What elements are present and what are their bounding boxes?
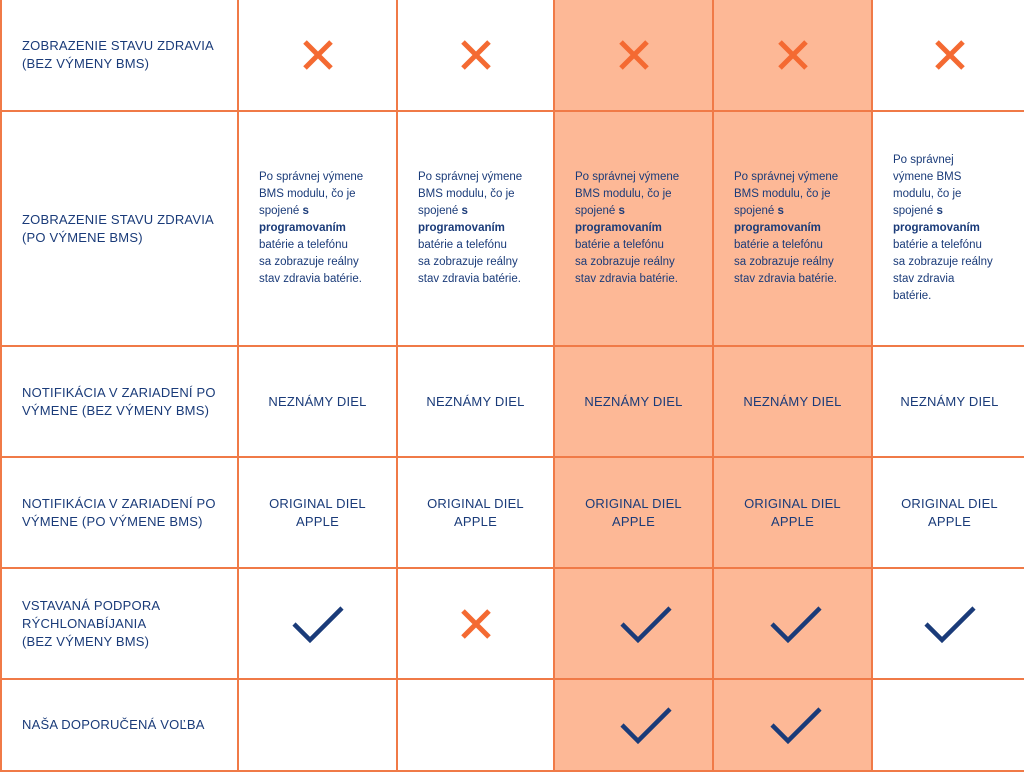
value-line: APPLE: [296, 513, 339, 529]
paragraph-line: BMS modulu, čo je: [259, 188, 356, 200]
paragraph-line: stav zdravia batérie.: [259, 273, 362, 285]
value-cell: [871, 0, 1024, 112]
paragraph-line: stav zdravia: [893, 273, 955, 285]
paragraph-line: batérie a telefónu: [893, 239, 982, 251]
paragraph-line: [259, 220, 363, 237]
value-line: APPLE: [454, 513, 497, 529]
row-label: [22, 211, 214, 247]
value-cell: [553, 110, 714, 347]
bold-text: s: [618, 205, 625, 217]
paragraph-line: stav zdravia batérie.: [575, 273, 678, 285]
value-line: NEZNÁMY DIEL: [900, 393, 999, 409]
cross-icon: [300, 37, 336, 73]
row-label-cell: [0, 110, 239, 347]
row-label-line: (BEZ VÝMENY BMS): [22, 633, 150, 649]
value-paragraph: [714, 169, 846, 288]
paragraph-line: BMS modulu, čo je: [734, 188, 831, 200]
bold-text: s: [777, 205, 784, 217]
value-paragraph: [398, 169, 530, 288]
paragraph-line: modulu, čo je: [893, 188, 962, 200]
value-cell: [237, 567, 398, 680]
value-text: [737, 393, 847, 411]
check-icon: [618, 602, 674, 646]
check-icon: [768, 602, 824, 646]
value-line: ORIGINAL DIEL: [901, 495, 998, 511]
value-line: ORIGINAL DIEL: [427, 495, 524, 511]
row-label-cell: [0, 567, 239, 680]
paragraph-line: [734, 220, 838, 237]
value-cell: [871, 345, 1024, 458]
value-cell: [237, 0, 398, 112]
value-line: ORIGINAL DIEL: [585, 495, 682, 511]
row-label-line: RÝCHLONABÍJANIA: [22, 615, 147, 631]
paragraph-line: spojené s: [893, 205, 943, 217]
value-line: NEZNÁMY DIEL: [268, 393, 367, 409]
paragraph-line: sa zobrazuje reálny: [259, 256, 359, 268]
paragraph-line: batérie a telefónu: [575, 239, 664, 251]
check-icon: [618, 703, 674, 747]
value-cell: [396, 456, 555, 569]
value-line: NEZNÁMY DIEL: [584, 393, 683, 409]
row-label-line: NOTIFIKÁCIA V ZARIADENÍ PO: [22, 384, 216, 400]
check-icon: [768, 703, 824, 747]
paragraph-line: sa zobrazuje reálny: [893, 256, 993, 268]
value-cell: [712, 567, 873, 680]
row-label-line: NAŠA DOPORUČENÁ VOĽBA: [22, 717, 205, 732]
check-icon: [922, 602, 978, 646]
value-cell: [871, 567, 1024, 680]
paragraph-line: batérie a telefónu: [734, 239, 823, 251]
paragraph-line: Po správnej: [893, 154, 954, 166]
paragraph-line: sa zobrazuje reálny: [575, 256, 675, 268]
value-cell: [237, 110, 398, 347]
row-label-line: ZOBRAZENIE STAVU ZDRAVIA: [22, 38, 214, 53]
row-label-line: VSTAVANÁ PODPORA: [22, 597, 161, 613]
paragraph-line: stav zdravia batérie.: [734, 273, 837, 285]
value-cell: [871, 110, 1024, 347]
bold-text: s: [461, 205, 468, 217]
paragraph-line: spojené s: [418, 205, 468, 217]
row-label-cell: [0, 678, 239, 772]
cross-icon: [616, 37, 652, 73]
value-cell: [396, 678, 555, 772]
paragraph-line: BMS modulu, čo je: [418, 188, 515, 200]
cross-icon: [458, 606, 494, 642]
value-cell: [237, 345, 398, 458]
paragraph-line: Po správnej výmene: [418, 171, 523, 183]
paragraph-line: [418, 220, 522, 237]
value-cell: [237, 456, 398, 569]
bold-text: programovaním: [259, 222, 346, 234]
row-label-line: (BEZ VÝMENY BMS): [22, 56, 150, 71]
value-line: NEZNÁMY DIEL: [426, 393, 525, 409]
value-line: ORIGINAL DIEL: [269, 495, 366, 511]
value-paragraph: [873, 152, 1001, 305]
value-cell: [396, 0, 555, 112]
value-cell: [712, 456, 873, 569]
row-label-cell: [0, 456, 239, 569]
value-line: APPLE: [928, 513, 971, 529]
row-label-line: ZOBRAZENIE STAVU ZDRAVIA: [22, 211, 214, 227]
paragraph-line: sa zobrazuje reálny: [418, 256, 518, 268]
value-cell: [553, 456, 714, 569]
value-cell: [712, 0, 873, 112]
value-text: [578, 393, 688, 411]
row-label: [22, 495, 216, 531]
check-icon: [290, 602, 346, 646]
paragraph-line: sa zobrazuje reálny: [734, 256, 834, 268]
value-line: APPLE: [612, 513, 655, 529]
value-line: ORIGINAL DIEL: [744, 495, 841, 511]
bold-text: programovaním: [734, 222, 821, 234]
value-text: [895, 495, 1004, 531]
value-line: APPLE: [771, 513, 814, 529]
paragraph-line: spojené s: [259, 205, 309, 217]
paragraph-line: Po správnej výmene: [259, 171, 364, 183]
paragraph-line: [893, 220, 993, 237]
row-label: [22, 597, 160, 651]
paragraph-line: Po správnej výmene: [734, 171, 839, 183]
value-paragraph: [239, 169, 371, 288]
paragraph-line: batérie.: [893, 290, 932, 302]
value-cell: [871, 678, 1024, 772]
row-label-cell: [0, 0, 239, 112]
paragraph-line: [575, 220, 679, 237]
value-cell: [553, 345, 714, 458]
value-text: [421, 495, 530, 531]
row-label-line: (PO VÝMENE BMS): [22, 229, 143, 245]
value-text: [579, 495, 688, 531]
cross-icon: [775, 37, 811, 73]
paragraph-line: BMS modulu, čo je: [575, 188, 672, 200]
value-cell: [712, 678, 873, 772]
bold-text: s: [936, 205, 943, 217]
cross-icon: [458, 37, 494, 73]
value-text: [263, 495, 372, 531]
row-label-cell: [0, 345, 239, 458]
cross-icon: [932, 37, 968, 73]
value-cell: [553, 0, 714, 112]
value-cell: [871, 456, 1024, 569]
value-cell: [396, 567, 555, 680]
bold-text: programovaním: [893, 222, 980, 234]
value-text: [738, 495, 847, 531]
paragraph-line: Po správnej výmene: [575, 171, 680, 183]
bold-text: programovaním: [418, 222, 505, 234]
value-paragraph: [555, 169, 687, 288]
value-cell: [396, 110, 555, 347]
value-cell: [237, 678, 398, 772]
paragraph-line: spojené s: [575, 205, 625, 217]
paragraph-line: výmene BMS: [893, 171, 962, 183]
value-cell: [396, 345, 555, 458]
value-text: [262, 393, 372, 411]
bold-text: s: [302, 205, 309, 217]
paragraph-line: stav zdravia batérie.: [418, 273, 521, 285]
row-label: [22, 384, 216, 420]
row-label: [22, 37, 214, 73]
value-cell: [553, 567, 714, 680]
row-label-line: VÝMENE (BEZ VÝMENY BMS): [22, 402, 210, 418]
row-label-line: VÝMENE (PO VÝMENE BMS): [22, 513, 203, 529]
paragraph-line: batérie a telefónu: [259, 239, 348, 251]
value-cell: [712, 110, 873, 347]
paragraph-line: spojené s: [734, 205, 784, 217]
paragraph-line: batérie a telefónu: [418, 239, 507, 251]
row-label: [22, 716, 205, 734]
value-text: [420, 393, 530, 411]
value-text: [894, 393, 1004, 411]
value-line: NEZNÁMY DIEL: [743, 393, 842, 409]
row-label-line: NOTIFIKÁCIA V ZARIADENÍ PO: [22, 495, 216, 511]
value-cell: [553, 678, 714, 772]
bold-text: programovaním: [575, 222, 662, 234]
value-cell: [712, 345, 873, 458]
